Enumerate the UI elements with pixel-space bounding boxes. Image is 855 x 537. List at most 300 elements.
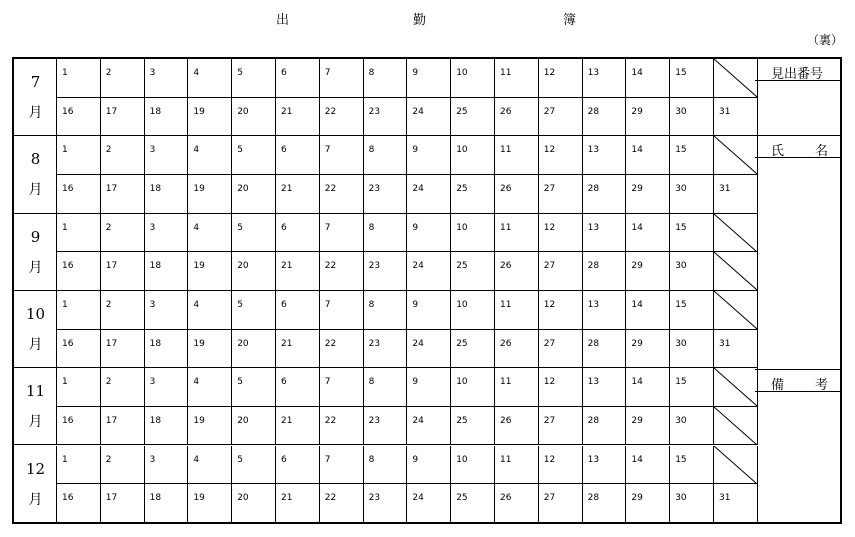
day-number: 20 (237, 261, 249, 272)
day-cell[interactable] (451, 98, 495, 137)
day-number: 12 (543, 299, 556, 310)
day-number: 18 (149, 493, 162, 504)
day-number: 15 (675, 68, 687, 78)
day-cell[interactable] (539, 446, 583, 485)
day-cell[interactable] (495, 484, 539, 523)
day-number: 5 (237, 68, 243, 78)
day-number: 3 (149, 68, 156, 78)
day-number: 17 (105, 106, 118, 117)
day-cell[interactable] (670, 368, 714, 407)
day-cell[interactable] (188, 484, 232, 523)
day-number: 27 (543, 106, 556, 117)
day-number: 16 (62, 338, 74, 349)
day-cell[interactable] (57, 484, 101, 523)
day-number: 24 (412, 183, 424, 194)
day-cell[interactable] (495, 175, 539, 214)
day-cell[interactable] (101, 446, 145, 485)
day-number: 3 (149, 454, 156, 465)
day-cell[interactable] (670, 59, 714, 98)
month-cell (14, 368, 57, 445)
month-cell (14, 291, 57, 368)
day-cell[interactable] (320, 407, 364, 446)
day-cell[interactable] (539, 368, 583, 407)
day-cell[interactable] (407, 252, 451, 291)
day-cell[interactable] (583, 252, 627, 291)
day-cell[interactable] (626, 136, 670, 175)
day-cell[interactable] (539, 136, 583, 175)
day-cell[interactable] (583, 330, 627, 369)
day-cell[interactable] (232, 136, 276, 175)
day-cell[interactable] (101, 291, 145, 330)
day-number: 23 (368, 183, 381, 194)
day-cell[interactable] (495, 446, 539, 485)
day-number: 23 (368, 415, 381, 426)
day-cell[interactable] (407, 214, 451, 253)
day-number: 8 (368, 145, 375, 156)
day-cell[interactable] (495, 252, 539, 291)
day-cell[interactable] (451, 368, 495, 407)
day-cell[interactable] (232, 252, 276, 291)
day-cell[interactable] (626, 407, 670, 446)
day-cell[interactable] (276, 214, 320, 253)
day-cell[interactable] (188, 407, 232, 446)
day-cell[interactable] (188, 330, 232, 369)
day-cell[interactable] (57, 407, 101, 446)
day-number: 28 (587, 261, 600, 272)
day-number: 30 (675, 183, 687, 194)
day-cell[interactable] (232, 330, 276, 369)
day-cell[interactable] (407, 484, 451, 523)
day-number: 27 (543, 338, 556, 349)
day-number: 6 (281, 299, 287, 310)
day-number: 11 (500, 377, 512, 388)
day-cell[interactable] (670, 484, 714, 523)
day-number: 6 (281, 145, 287, 156)
day-cell[interactable] (364, 484, 408, 523)
day-cell[interactable] (670, 98, 714, 137)
day-number: 12 (543, 377, 556, 388)
day-cell[interactable] (188, 446, 232, 485)
day-cell[interactable] (101, 175, 145, 214)
day-cell[interactable] (145, 214, 189, 253)
day-number: 10 (456, 68, 468, 78)
day-cell[interactable] (583, 368, 627, 407)
day-cell[interactable] (364, 59, 408, 98)
day-cell[interactable] (714, 98, 758, 137)
day-cell[interactable] (539, 291, 583, 330)
day-cell[interactable] (320, 368, 364, 407)
day-cell[interactable] (583, 98, 627, 137)
day-cell[interactable] (670, 252, 714, 291)
day-number: 11 (500, 222, 512, 233)
day-number: 28 (587, 415, 600, 426)
day-cell[interactable] (232, 98, 276, 137)
diagonal-slash (714, 446, 758, 485)
day-cell[interactable] (145, 291, 189, 330)
day-number: 25 (456, 106, 468, 117)
day-cell[interactable] (583, 136, 627, 175)
day-cell[interactable] (670, 136, 714, 175)
day-cell[interactable] (714, 214, 758, 253)
day-cell[interactable] (188, 368, 232, 407)
month-cell (14, 136, 57, 213)
day-cell[interactable] (626, 59, 670, 98)
day-number: 13 (587, 377, 600, 388)
day-cell[interactable] (539, 252, 583, 291)
day-cell[interactable] (145, 136, 189, 175)
day-cell[interactable] (364, 330, 408, 369)
day-cell[interactable] (57, 59, 101, 98)
day-number: 29 (631, 338, 643, 349)
day-cell[interactable] (451, 59, 495, 98)
day-cell[interactable] (539, 98, 583, 137)
day-cell[interactable] (670, 330, 714, 369)
day-cell[interactable] (626, 446, 670, 485)
day-number: 2 (105, 68, 112, 78)
day-cell[interactable] (188, 136, 232, 175)
day-cell[interactable] (145, 175, 189, 214)
day-cell[interactable] (276, 252, 320, 291)
day-cell[interactable] (188, 98, 232, 137)
day-number: 31 (719, 493, 731, 504)
day-cell[interactable] (101, 330, 145, 369)
day-number: 6 (281, 454, 287, 465)
day-cell[interactable] (276, 484, 320, 523)
day-cell[interactable] (276, 175, 320, 214)
day-cell[interactable] (583, 407, 627, 446)
day-cell[interactable] (320, 98, 364, 137)
day-cell[interactable] (539, 407, 583, 446)
day-cell[interactable] (101, 368, 145, 407)
day-cell[interactable] (626, 175, 670, 214)
day-cell[interactable] (670, 446, 714, 485)
day-cell[interactable] (57, 368, 101, 407)
day-number: 5 (237, 299, 243, 310)
day-number: 2 (105, 145, 112, 156)
day-cell[interactable] (57, 136, 101, 175)
day-cell[interactable] (495, 136, 539, 175)
day-cell[interactable] (364, 136, 408, 175)
month-label: 月 (28, 105, 43, 121)
day-number: 31 (719, 106, 731, 117)
day-cell[interactable] (451, 330, 495, 369)
day-cell[interactable] (714, 136, 758, 175)
day-cell[interactable] (101, 98, 145, 137)
day-cell[interactable] (145, 446, 189, 485)
day-cell[interactable] (101, 252, 145, 291)
day-number: 13 (587, 145, 600, 156)
day-cell[interactable] (145, 407, 189, 446)
day-cell[interactable] (626, 484, 670, 523)
day-number: 29 (631, 183, 643, 194)
day-cell[interactable] (276, 59, 320, 98)
day-cell[interactable] (495, 214, 539, 253)
day-number: 9 (412, 68, 419, 78)
day-cell[interactable] (232, 446, 276, 485)
day-number: 19 (193, 261, 205, 272)
day-number: 2 (105, 454, 112, 465)
day-number: 26 (500, 338, 512, 349)
day-cell[interactable] (714, 484, 758, 523)
day-cell[interactable] (670, 407, 714, 446)
day-cell[interactable] (714, 252, 758, 291)
day-number: 15 (675, 145, 687, 156)
day-number: 9 (412, 222, 419, 233)
day-cell[interactable] (364, 98, 408, 137)
day-number: 29 (631, 415, 643, 426)
day-cell[interactable] (188, 252, 232, 291)
day-cell[interactable] (714, 291, 758, 330)
day-cell[interactable] (539, 484, 583, 523)
day-cell[interactable] (232, 368, 276, 407)
day-cell[interactable] (145, 59, 189, 98)
day-number: 18 (149, 183, 162, 194)
day-cell[interactable] (583, 291, 627, 330)
day-cell[interactable] (626, 330, 670, 369)
day-cell[interactable] (232, 214, 276, 253)
day-number: 28 (587, 106, 600, 117)
day-number: 30 (675, 415, 687, 426)
day-cell[interactable] (714, 59, 758, 98)
month-number: 11 (25, 382, 46, 401)
day-cell[interactable] (451, 252, 495, 291)
day-cell[interactable] (57, 291, 101, 330)
day-cell[interactable] (539, 330, 583, 369)
day-cell[interactable] (232, 484, 276, 523)
day-number: 7 (324, 299, 331, 310)
day-number: 17 (105, 415, 118, 426)
day-cell[interactable] (276, 291, 320, 330)
day-cell[interactable] (714, 446, 758, 485)
back-side-label: （裏） (807, 33, 844, 47)
day-cell[interactable] (583, 59, 627, 98)
day-cell[interactable] (670, 214, 714, 253)
day-cell[interactable] (276, 136, 320, 175)
day-cell[interactable] (232, 175, 276, 214)
day-cell[interactable] (188, 214, 232, 253)
day-number: 21 (281, 338, 293, 349)
day-cell[interactable] (57, 330, 101, 369)
day-cell[interactable] (364, 175, 408, 214)
day-cell[interactable] (101, 136, 145, 175)
day-cell[interactable] (451, 484, 495, 523)
day-cell[interactable] (407, 407, 451, 446)
day-number: 5 (237, 145, 243, 156)
day-cell[interactable] (451, 291, 495, 330)
day-number: 27 (543, 415, 556, 426)
day-number: 9 (412, 377, 419, 388)
day-cell[interactable] (145, 98, 189, 137)
day-cell[interactable] (101, 59, 145, 98)
day-cell[interactable] (451, 175, 495, 214)
day-cell[interactable] (320, 330, 364, 369)
day-cell[interactable] (101, 484, 145, 523)
day-cell[interactable] (145, 484, 189, 523)
day-cell[interactable] (364, 252, 408, 291)
day-cell[interactable] (57, 98, 101, 137)
day-number: 13 (587, 68, 600, 78)
month-cell (14, 446, 57, 523)
day-number: 19 (193, 338, 205, 349)
day-cell[interactable] (145, 330, 189, 369)
day-number: 12 (543, 222, 556, 233)
day-number: 9 (412, 145, 419, 156)
day-number: 13 (587, 454, 600, 465)
day-cell[interactable] (714, 330, 758, 369)
day-cell[interactable] (101, 407, 145, 446)
day-number: 14 (631, 454, 643, 465)
day-cell[interactable] (495, 291, 539, 330)
month-number: 9 (30, 227, 41, 246)
day-number: 11 (500, 145, 512, 156)
day-number: 15 (675, 222, 687, 233)
day-cell[interactable] (451, 446, 495, 485)
day-cell[interactable] (188, 175, 232, 214)
day-cell[interactable] (57, 175, 101, 214)
day-cell[interactable] (232, 407, 276, 446)
day-cell[interactable] (364, 291, 408, 330)
day-cell[interactable] (407, 98, 451, 137)
diagonal-slash (714, 59, 758, 98)
day-number: 26 (500, 415, 512, 426)
name-heading (755, 136, 840, 158)
day-cell[interactable] (407, 291, 451, 330)
day-number: 4 (193, 299, 200, 310)
day-cell[interactable] (232, 291, 276, 330)
day-cell[interactable] (583, 446, 627, 485)
month-label: 月 (28, 182, 43, 199)
day-cell[interactable] (626, 252, 670, 291)
day-cell[interactable] (714, 368, 758, 407)
remarks-heading (755, 370, 840, 392)
day-cell[interactable] (407, 136, 451, 175)
day-cell[interactable] (320, 446, 364, 485)
day-cell[interactable] (364, 214, 408, 253)
day-cell[interactable] (320, 136, 364, 175)
day-cell[interactable] (407, 368, 451, 407)
day-number: 14 (631, 299, 643, 310)
day-cell[interactable] (276, 446, 320, 485)
day-cell[interactable] (320, 484, 364, 523)
month-number: 7 (30, 73, 41, 91)
day-cell[interactable] (101, 214, 145, 253)
day-cell[interactable] (364, 407, 408, 446)
day-cell[interactable] (57, 252, 101, 291)
day-cell[interactable] (626, 98, 670, 137)
day-number: 21 (281, 415, 293, 426)
day-number: 3 (149, 145, 156, 156)
day-cell[interactable] (232, 59, 276, 98)
day-cell[interactable] (276, 98, 320, 137)
day-cell[interactable] (188, 59, 232, 98)
day-cell[interactable] (451, 136, 495, 175)
day-cell[interactable] (495, 330, 539, 369)
number-heading (755, 59, 840, 81)
day-cell[interactable] (495, 98, 539, 137)
day-cell[interactable] (320, 252, 364, 291)
day-cell[interactable] (626, 291, 670, 330)
day-cell[interactable] (495, 59, 539, 98)
day-number: 18 (149, 338, 162, 349)
day-cell[interactable] (539, 59, 583, 98)
day-cell[interactable] (539, 175, 583, 214)
day-cell[interactable] (320, 175, 364, 214)
day-cell[interactable] (276, 330, 320, 369)
day-cell[interactable] (407, 175, 451, 214)
month-label: 月 (28, 414, 43, 431)
day-cell[interactable] (714, 407, 758, 446)
day-number: 14 (631, 145, 643, 156)
day-number: 11 (500, 68, 512, 78)
day-cell[interactable] (320, 214, 364, 253)
day-number: 1 (62, 222, 68, 233)
day-number: 25 (456, 338, 468, 349)
day-number: 13 (587, 222, 600, 233)
day-cell[interactable] (495, 368, 539, 407)
day-cell[interactable] (626, 214, 670, 253)
day-cell[interactable] (583, 175, 627, 214)
day-number: 22 (324, 183, 337, 194)
day-cell[interactable] (364, 368, 408, 407)
title-char-3: 簿 (563, 13, 577, 28)
day-number: 12 (543, 145, 556, 156)
day-number: 26 (500, 261, 512, 272)
day-cell[interactable] (451, 407, 495, 446)
day-number: 21 (281, 106, 293, 117)
day-number: 22 (324, 493, 337, 504)
day-cell[interactable] (583, 214, 627, 253)
day-number: 9 (412, 454, 419, 465)
day-cell[interactable] (670, 291, 714, 330)
day-number: 4 (193, 68, 200, 78)
day-number: 20 (237, 338, 249, 349)
day-cell[interactable] (407, 330, 451, 369)
day-number: 14 (631, 377, 643, 388)
month-label: 月 (28, 336, 43, 353)
day-cell[interactable] (145, 252, 189, 291)
day-cell[interactable] (276, 407, 320, 446)
day-number: 6 (281, 377, 287, 388)
day-cell[interactable] (57, 214, 101, 253)
diagonal-slash (714, 252, 758, 291)
day-number: 24 (412, 415, 424, 426)
day-number: 7 (324, 454, 331, 465)
day-cell[interactable] (714, 175, 758, 214)
day-number: 7 (324, 222, 331, 233)
day-cell[interactable] (451, 214, 495, 253)
day-number: 4 (193, 222, 200, 233)
day-number: 5 (237, 454, 243, 465)
day-cell[interactable] (583, 484, 627, 523)
day-cell[interactable] (364, 446, 408, 485)
day-number: 16 (62, 493, 74, 504)
day-cell[interactable] (320, 59, 364, 98)
diagonal-slash (714, 136, 758, 175)
day-cell[interactable] (145, 368, 189, 407)
month-number: 12 (25, 459, 46, 478)
day-cell[interactable] (407, 446, 451, 485)
day-cell[interactable] (407, 59, 451, 98)
day-number: 25 (456, 183, 468, 194)
day-cell[interactable] (670, 175, 714, 214)
day-cell[interactable] (276, 368, 320, 407)
day-cell[interactable] (626, 368, 670, 407)
day-cell[interactable] (188, 291, 232, 330)
day-cell[interactable] (495, 407, 539, 446)
day-cell[interactable] (57, 446, 101, 485)
day-cell[interactable] (320, 291, 364, 330)
day-cell[interactable] (539, 214, 583, 253)
